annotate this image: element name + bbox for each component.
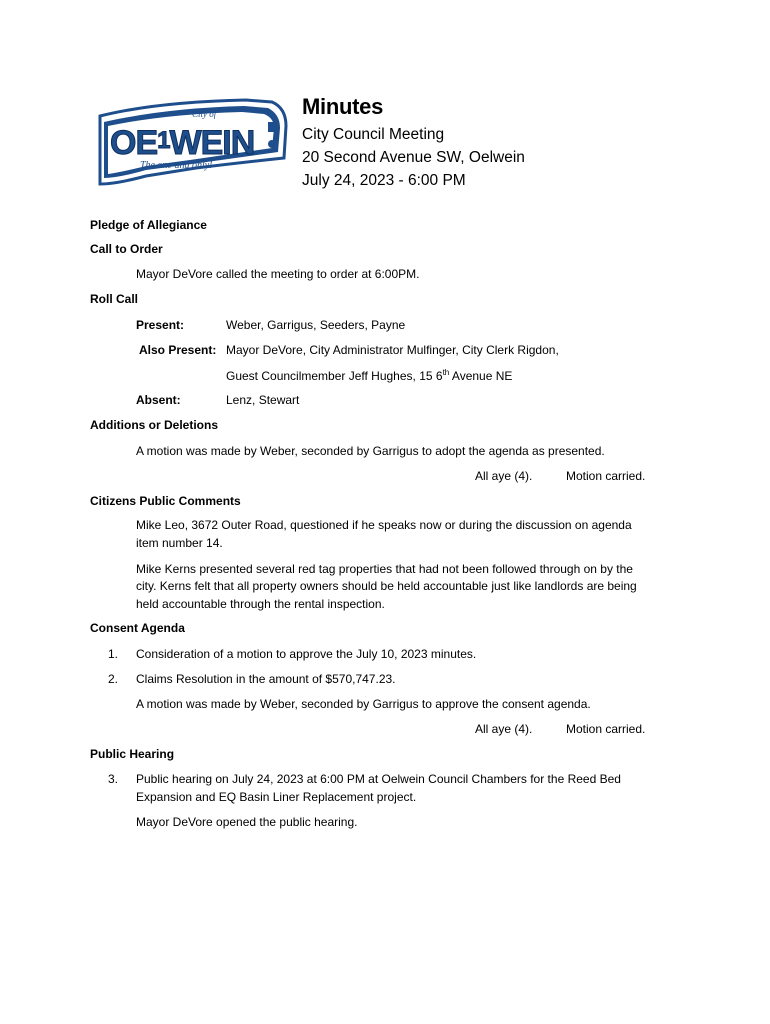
consent-item-1-number: 1. — [108, 647, 119, 661]
logo-tagline: The one and only! — [140, 160, 213, 171]
vote-aye-2: All aye (4). — [475, 722, 533, 736]
meeting-address: 20 Second Avenue SW, Oelwein — [302, 149, 525, 166]
motion-carried-2: Motion carried. — [566, 722, 646, 736]
present-label: Present: — [136, 318, 185, 332]
hearing-opened-text: Mayor DeVore opened the public hearing. — [136, 815, 358, 829]
section-additions: Additions or Deletions — [90, 418, 219, 432]
section-citizens: Citizens Public Comments — [90, 494, 241, 508]
section-public-hearing: Public Hearing — [90, 747, 175, 761]
additions-motion-text: A motion was made by Weber, seconded by Garrigus to adopt the agenda as presented. — [136, 444, 605, 458]
citizens-comment-2-line1: Mike Kerns presented several red tag properties that had not been followed through on by the — [136, 562, 633, 576]
consent-item-2: Claims Resolution in the amount of $570,747.23. — [136, 672, 396, 686]
present-value: Weber, Garrigus, Seeders, Payne — [226, 318, 406, 332]
also-present-value-line2: Guest Councilmember Jeff Hughes, 15 6th Avenue NE — [226, 368, 513, 383]
section-call-to-order: Call to Order — [90, 242, 163, 256]
meeting-type: City Council Meeting — [302, 126, 445, 143]
section-roll-call: Roll Call — [90, 292, 139, 306]
consent-item-2-number: 2. — [108, 672, 119, 686]
vote-aye-1: All aye (4). — [475, 469, 533, 483]
consent-motion-text: A motion was made by Weber, seconded by Garrigus to approve the consent agenda. — [136, 697, 591, 711]
city-of-oelwein-logo — [96, 96, 292, 186]
citizens-comment-2-line2: city. Kerns felt that all property owners should be held accountable just like landlords are being — [136, 579, 637, 593]
hearing-item-3-number: 3. — [108, 772, 119, 786]
citizens-comment-1-line2: item number 14. — [136, 536, 223, 550]
also-present-label: Also Present: — [139, 343, 217, 357]
absent-label: Absent: — [136, 393, 181, 407]
motion-carried-1: Motion carried. — [566, 469, 646, 483]
hearing-item-3-line1: Public hearing on July 24, 2023 at 6:00 PM at Oelwein Council Chambers for the Reed Bed — [136, 772, 621, 786]
also-present-value: Mayor DeVore, City Administrator Mulfinger, City Clerk Rigdon, — [226, 343, 559, 357]
consent-item-1: Consideration of a motion to approve the July 10, 2023 minutes. — [136, 647, 477, 661]
hearing-item-3-line2: Expansion and EQ Basin Liner Replacement project. — [136, 790, 417, 804]
document-title: Minutes — [302, 94, 384, 119]
citizens-comment-2-line3: held accountable through the rental inspection. — [136, 597, 385, 611]
call-to-order-text: Mayor DeVore called the meeting to order at 6:00PM. — [136, 267, 420, 281]
absent-value: Lenz, Stewart — [226, 393, 300, 407]
meeting-date: July 24, 2023 - 6:00 PM — [302, 172, 466, 189]
logo-wordmark: OE1WEIN — [110, 124, 255, 162]
section-pledge: Pledge of Allegiance — [90, 218, 207, 232]
logo-city-of-text: City of — [192, 109, 217, 119]
citizens-comment-1-line1: Mike Leo, 3672 Outer Road, questioned if he speaks now or during the discussion on agenda — [136, 518, 632, 532]
section-consent: Consent Agenda — [90, 621, 185, 635]
